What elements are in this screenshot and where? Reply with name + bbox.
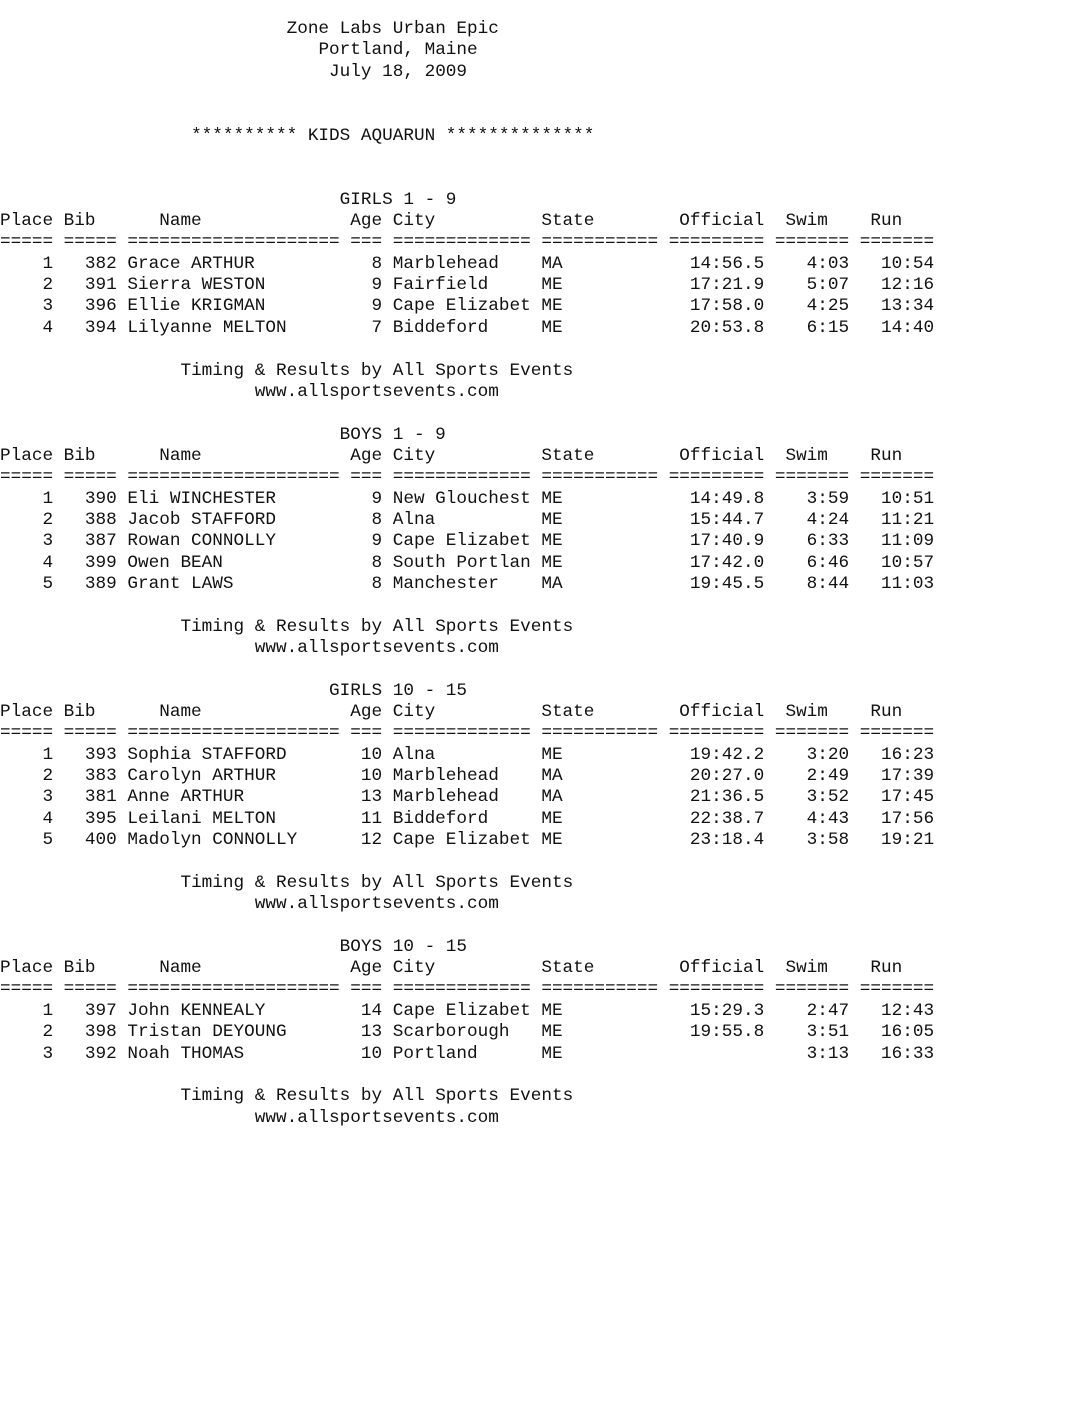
section-title: BOYS 1 - 9	[339, 424, 446, 445]
section-title-line	[0, 681, 934, 702]
table-row: 3 392 Noah THOMAS 10 Portland ME 3:13 16:33	[0, 1043, 935, 1064]
timing-credit: Timing & Results by All Sports Events	[180, 360, 574, 381]
table-row: 1 390 Eli WINCHESTER 9 New Glouchest ME 14:49.8 3:59 10:51	[0, 488, 935, 509]
section-title-line	[0, 425, 934, 446]
results-website: www.allsportsevents.com	[254, 637, 499, 658]
column-separator: ===== ===== ==================== === ============= =========== ========= ======= =======	[0, 723, 935, 744]
results-section	[0, 190, 934, 425]
column-separator: ===== ===== ==================== === ============= =========== ========= ======= =======	[0, 467, 935, 488]
section-title: GIRLS 10 - 15	[329, 680, 468, 701]
timing-credit: Timing & Results by All Sports Events	[180, 1086, 574, 1107]
results-website: www.allsportsevents.com	[254, 1107, 499, 1128]
table-row: 3 381 Anne ARTHUR 13 Marblehead MA 21:36.5 3:52 17:45	[0, 787, 935, 808]
results-section	[0, 937, 934, 1129]
timing-credit-line	[0, 617, 934, 638]
table-row: 2 383 Carolyn ARTHUR 10 Marblehead MA 20:27.0 2:49 17:39	[0, 766, 935, 787]
results-website-line	[0, 382, 934, 403]
table-row: 5 389 Grant LAWS 8 Manchester MA 19:45.5 8:44 11:03	[0, 573, 935, 594]
table-row: 2 391 Sierra WESTON 9 Fairfield ME 17:21.9 5:07 12:16	[0, 275, 935, 296]
event-date-line	[0, 62, 934, 83]
table-row: 1 393 Sophia STAFFORD 10 Alna ME 19:42.2 3:20 16:23	[0, 744, 935, 765]
timing-credit-line	[0, 361, 934, 382]
results-website-line	[0, 638, 934, 659]
race-title-line	[0, 126, 934, 147]
results-website-line	[0, 1108, 934, 1129]
table-row: 5 400 Madolyn CONNOLLY 12 Cape Elizabet ME 23:18.4 3:58 19:21	[0, 830, 935, 851]
results-document	[0, 19, 934, 1129]
table-row: 2 388 Jacob STAFFORD 8 Alna ME 15:44.7 4:24 11:21	[0, 509, 935, 530]
column-header-row: Place Bib Name Age City State Official Swim Run	[0, 211, 903, 232]
column-header-row: Place Bib Name Age City State Official Swim Run	[0, 445, 903, 466]
timing-credit: Timing & Results by All Sports Events	[180, 616, 574, 637]
table-row: 4 394 Lilyanne MELTON 7 Biddeford ME 20:53.8 6:15 14:40	[0, 317, 935, 338]
table-row: 4 399 Owen BEAN 8 South Portlan ME 17:42.0 6:46 10:57	[0, 552, 935, 573]
results-section	[0, 681, 934, 937]
section-title: BOYS 10 - 15	[339, 936, 468, 957]
column-header-row: Place Bib Name Age City State Official Swim Run	[0, 702, 903, 722]
results-website: www.allsportsevents.com	[254, 381, 499, 402]
event-location-line	[0, 40, 934, 61]
table-row: 3 387 Rowan CONNOLLY 9 Cape Elizabet ME 17:40.9 6:33 11:09	[0, 531, 935, 552]
section-title-line	[0, 937, 934, 958]
timing-credit: Timing & Results by All Sports Events	[180, 872, 574, 893]
table-row: 2 398 Tristan DEYOUNG 13 Scarborough ME 19:55.8 3:51 16:05	[0, 1022, 935, 1043]
results-section	[0, 425, 934, 681]
race-title: ********** KIDS AQUARUN **************	[191, 125, 595, 146]
column-separator: ===== ===== ==================== === ============= =========== ========= ======= =======	[0, 232, 935, 253]
results-website-line	[0, 894, 934, 915]
results-sections	[0, 190, 934, 1129]
event-date: July 18, 2009	[329, 61, 468, 82]
event-location: Portland, Maine	[318, 40, 478, 61]
event-name-line	[0, 19, 934, 40]
section-title-line	[0, 190, 934, 211]
timing-credit-line	[0, 873, 934, 894]
table-row: 3 396 Ellie KRIGMAN 9 Cape Elizabet ME 17:58.0 4:25 13:34	[0, 296, 935, 317]
table-row: 1 397 John KENNEALY 14 Cape Elizabet ME 15:29.3 2:47 12:43	[0, 1000, 935, 1021]
results-website: www.allsportsevents.com	[254, 894, 499, 915]
timing-credit-line	[0, 1086, 934, 1107]
table-row: 1 382 Grace ARTHUR 8 Marblehead MA 14:56.5 4:03 10:54	[0, 253, 935, 274]
event-name: Zone Labs Urban Epic	[286, 19, 499, 39]
column-header-row: Place Bib Name Age City State Official Swim Run	[0, 958, 903, 979]
section-title: GIRLS 1 - 9	[339, 189, 457, 210]
column-separator: ===== ===== ==================== === ============= =========== ========= ======= =======	[0, 979, 935, 1000]
table-row: 4 395 Leilani MELTON 11 Biddeford ME 22:38.7 4:43 17:56	[0, 808, 935, 829]
